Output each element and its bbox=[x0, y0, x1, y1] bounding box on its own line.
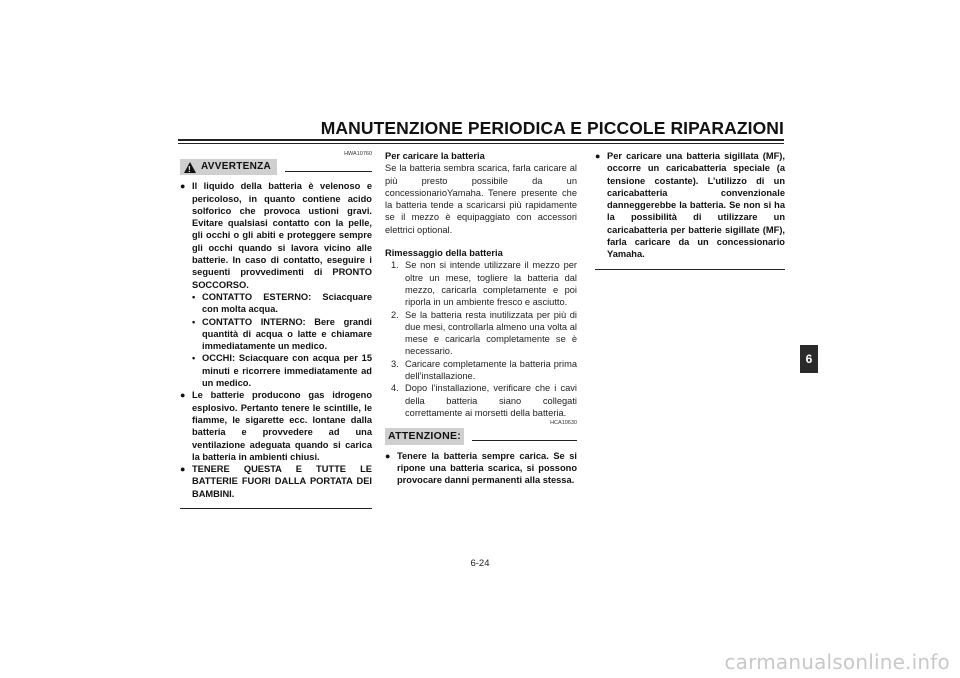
step-number: 1. bbox=[391, 260, 399, 271]
first-aid-text: CONTATTO INTERNO: Bere grandi quantità di acqua o latte e chiamare immediatamente un medico. bbox=[202, 316, 372, 352]
caution-bullet bbox=[385, 450, 577, 487]
charging-text: Se la batteria sembra scarica, farla caricare al più presto possibile da un concessionarioYamaha. Tenere presente che la batteria tende a scaricarsi più rapidamente se il mezzo è equipaggiato con accessori elettrici optional. bbox=[385, 163, 577, 235]
warning-code: HWA10760 bbox=[344, 151, 372, 157]
caution-code: HCA10630 bbox=[550, 420, 577, 427]
title-rule-thin bbox=[178, 143, 784, 144]
first-aid-item: • CONTATTO INTERNO: Bere grandi quantità di acqua o latte e chiamare immediatamente un medico. bbox=[192, 316, 372, 352]
warning-bullet bbox=[180, 180, 372, 291]
bullet-dot-icon: ● bbox=[595, 151, 601, 161]
caution-label: ATTENZIONE: bbox=[385, 428, 464, 444]
storage-step bbox=[391, 382, 577, 419]
step-text: Se non si intende utilizzare il mezzo per oltre un mese, togliere la batteria dal mezzo, caricarla completamente e poi riporla in un ambiente fresco e asciutto. bbox=[405, 260, 577, 308]
caution-header bbox=[385, 428, 577, 444]
first-aid-text: OCCHI: Sciacquare con acqua per 15 minuti e ricorrere immediatamente ad un medico. bbox=[202, 353, 372, 389]
warning-label: AVVERTENZA bbox=[201, 161, 272, 172]
step-number: 3. bbox=[391, 358, 399, 369]
storage-step bbox=[391, 309, 577, 358]
page-number: 6-24 bbox=[470, 558, 490, 569]
battery-column bbox=[385, 150, 577, 486]
bullet-dot-icon: ● bbox=[180, 464, 186, 475]
step-text: Caricare completamente la batteria prima dell’installazione. bbox=[405, 358, 577, 382]
step-text: Dopo l’installazione, verificare che i cavi della batteria siano collegati correttamente ai morsetti della batteria. bbox=[405, 383, 577, 418]
step-number: 2. bbox=[391, 309, 399, 320]
caution-bullet-text: Per caricare una batteria sigillata (MF), occorre un caricabatteria speciale (a tensione costante). L’utilizzo di un caricabatteria convenzionale danneggerebbe la batteria. Se non si ha la possibilità di utilizzare un caricabatteria per batterie sigillate (MF), farla caricare da un concessionario Yamaha. bbox=[607, 151, 785, 260]
warning-header-rule bbox=[285, 163, 372, 172]
chapter-tab[interactable]: 6 bbox=[800, 345, 818, 373]
caution-column bbox=[595, 150, 785, 270]
watermark: carmanualsonline.info bbox=[724, 650, 950, 674]
storage-step bbox=[391, 259, 577, 308]
caution-bullet-text: Tenere la batteria sempre carica. Se si ripone una batteria scarica, si possono provocare danni permanenti alla stessa. bbox=[397, 450, 577, 486]
page-title: MANUTENZIONE PERIODICA E PICCOLE RIPARAZIONI bbox=[320, 118, 784, 138]
storage-title: Rimessaggio della batteria bbox=[385, 248, 503, 259]
warning-header bbox=[180, 159, 372, 175]
warning-triangle-icon: ! bbox=[184, 162, 196, 173]
step-number: 4. bbox=[391, 383, 399, 394]
warning-badge bbox=[180, 159, 277, 175]
first-aid-item: • CONTATTO ESTERNO: Sciacquare con molta acqua. bbox=[192, 291, 372, 315]
warning-bullet-text: TENERE QUESTA E TUTTE LE BATTERIE FUORI DALLA PORTATA DEI BAMBINI. bbox=[192, 464, 372, 499]
first-aid-text: CONTATTO ESTERNO: Sciacquare con molta acqua. bbox=[202, 291, 372, 315]
step-text: Se la batteria resta inutilizzata per più di due mesi, controllarla almeno una volta al mese e caricarla completamente se è necessario. bbox=[405, 309, 577, 357]
storage-step bbox=[391, 358, 577, 383]
warning-bullet bbox=[180, 389, 372, 463]
charging-title: Per caricare la batteria bbox=[385, 151, 485, 161]
bullet-dot-icon: ● bbox=[385, 450, 391, 461]
warning-column bbox=[180, 150, 372, 509]
warning-bullet-text: Il liquido della batteria è velenoso e pericoloso, in quanto contiene acido solforico che provoca ustioni gravi. Evitare qualsiasi contatto con la pelle, gli occhi o gli abiti e proteggere sempre gli occhi quando si lavora vicino alle batterie. In caso di contatto, eseguire i seguenti provvedimenti di PRONTO SOCCORSO. bbox=[192, 181, 372, 290]
caution-end-rule bbox=[595, 269, 785, 270]
warning-bullet bbox=[180, 463, 372, 500]
warning-bullet-text: Le batterie producono gas idrogeno esplosivo. Pertanto tenere le scintille, le fiamme, le sigarette ecc. lontane dalla batteria e provvedere ad una ventilazione adeguata quando si carica la batteria in ambienti chiusi. bbox=[192, 390, 372, 462]
warning-end-rule bbox=[180, 508, 372, 509]
first-aid-item: • OCCHI: Sciacquare con acqua per 15 minuti e ricorrere immediatamente ad un medico. bbox=[192, 353, 372, 389]
bullet-dot-icon: ● bbox=[180, 390, 186, 401]
caution-bullet bbox=[595, 150, 785, 261]
bullet-dot-icon: ● bbox=[180, 181, 186, 192]
title-rule bbox=[178, 139, 784, 141]
caution-header-rule bbox=[472, 432, 577, 441]
